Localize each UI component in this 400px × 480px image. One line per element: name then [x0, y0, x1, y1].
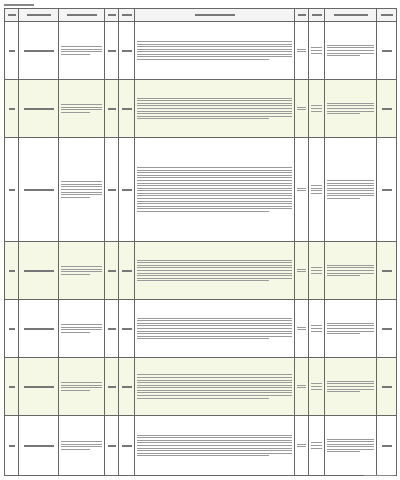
table-row: [5, 358, 397, 416]
table-cell: [295, 80, 309, 138]
table-cell: [119, 242, 135, 300]
table-cell: [19, 416, 59, 476]
data-table: [4, 8, 397, 476]
table-cell: [135, 358, 295, 416]
table-cell: [5, 22, 19, 80]
table-cell: [309, 138, 325, 242]
table-cell: [377, 22, 397, 80]
table-cell: [325, 416, 377, 476]
table-cell: [19, 242, 59, 300]
table-cell: [325, 242, 377, 300]
table-cell: [135, 80, 295, 138]
header-cell: [59, 9, 105, 22]
table-cell: [5, 80, 19, 138]
table-cell: [119, 138, 135, 242]
header-cell: [325, 9, 377, 22]
table-cell: [105, 22, 119, 80]
header-cell: [377, 9, 397, 22]
table-row: [5, 22, 397, 80]
table-header-row: [5, 9, 397, 22]
table-cell: [105, 416, 119, 476]
table-cell: [105, 300, 119, 358]
table-cell: [295, 22, 309, 80]
table-row: [5, 242, 397, 300]
footer-note: [364, 474, 394, 478]
table-cell: [377, 300, 397, 358]
header-cell: [5, 9, 19, 22]
table-cell: [59, 416, 105, 476]
table-cell: [105, 80, 119, 138]
table-row: [5, 300, 397, 358]
header-cell: [309, 9, 325, 22]
table-cell: [295, 416, 309, 476]
table-cell: [59, 242, 105, 300]
table-cell: [119, 300, 135, 358]
table-cell: [105, 242, 119, 300]
table-cell: [59, 138, 105, 242]
table-cell: [295, 138, 309, 242]
header-cell: [295, 9, 309, 22]
table-cell: [5, 300, 19, 358]
table-cell: [135, 22, 295, 80]
table-cell: [309, 358, 325, 416]
table-cell: [19, 358, 59, 416]
table-cell: [119, 22, 135, 80]
header-cell: [135, 9, 295, 22]
table-cell: [309, 242, 325, 300]
table-cell: [377, 416, 397, 476]
table-cell: [377, 242, 397, 300]
table-cell: [59, 300, 105, 358]
table-cell: [295, 242, 309, 300]
table-cell: [19, 22, 59, 80]
header-cell: [19, 9, 59, 22]
header-cell: [105, 9, 119, 22]
table-cell: [295, 300, 309, 358]
table-cell: [19, 138, 59, 242]
table-cell: [59, 80, 105, 138]
table-cell: [135, 416, 295, 476]
table-cell: [325, 22, 377, 80]
table-cell: [105, 358, 119, 416]
table-cell: [135, 138, 295, 242]
table-cell: [325, 358, 377, 416]
table-cell: [5, 242, 19, 300]
table-row: [5, 80, 397, 138]
table-cell: [309, 416, 325, 476]
table-cell: [377, 138, 397, 242]
header-cell: [119, 9, 135, 22]
table-cell: [309, 300, 325, 358]
table-cell: [309, 80, 325, 138]
table-row: [5, 138, 397, 242]
table-cell: [119, 80, 135, 138]
table-cell: [295, 358, 309, 416]
table-cell: [377, 80, 397, 138]
table-cell: [325, 138, 377, 242]
table-cell: [19, 80, 59, 138]
table-cell: [135, 242, 295, 300]
table-cell: [309, 22, 325, 80]
table-cell: [377, 358, 397, 416]
table-cell: [59, 22, 105, 80]
table-cell: [325, 80, 377, 138]
table-row: [5, 416, 397, 476]
table-cell: [5, 138, 19, 242]
table-cell: [325, 300, 377, 358]
table-cell: [5, 358, 19, 416]
table-cell: [59, 358, 105, 416]
table-cell: [19, 300, 59, 358]
table-cell: [119, 358, 135, 416]
table-cell: [135, 300, 295, 358]
table-cell: [119, 416, 135, 476]
table-cell: [105, 138, 119, 242]
table-cell: [5, 416, 19, 476]
